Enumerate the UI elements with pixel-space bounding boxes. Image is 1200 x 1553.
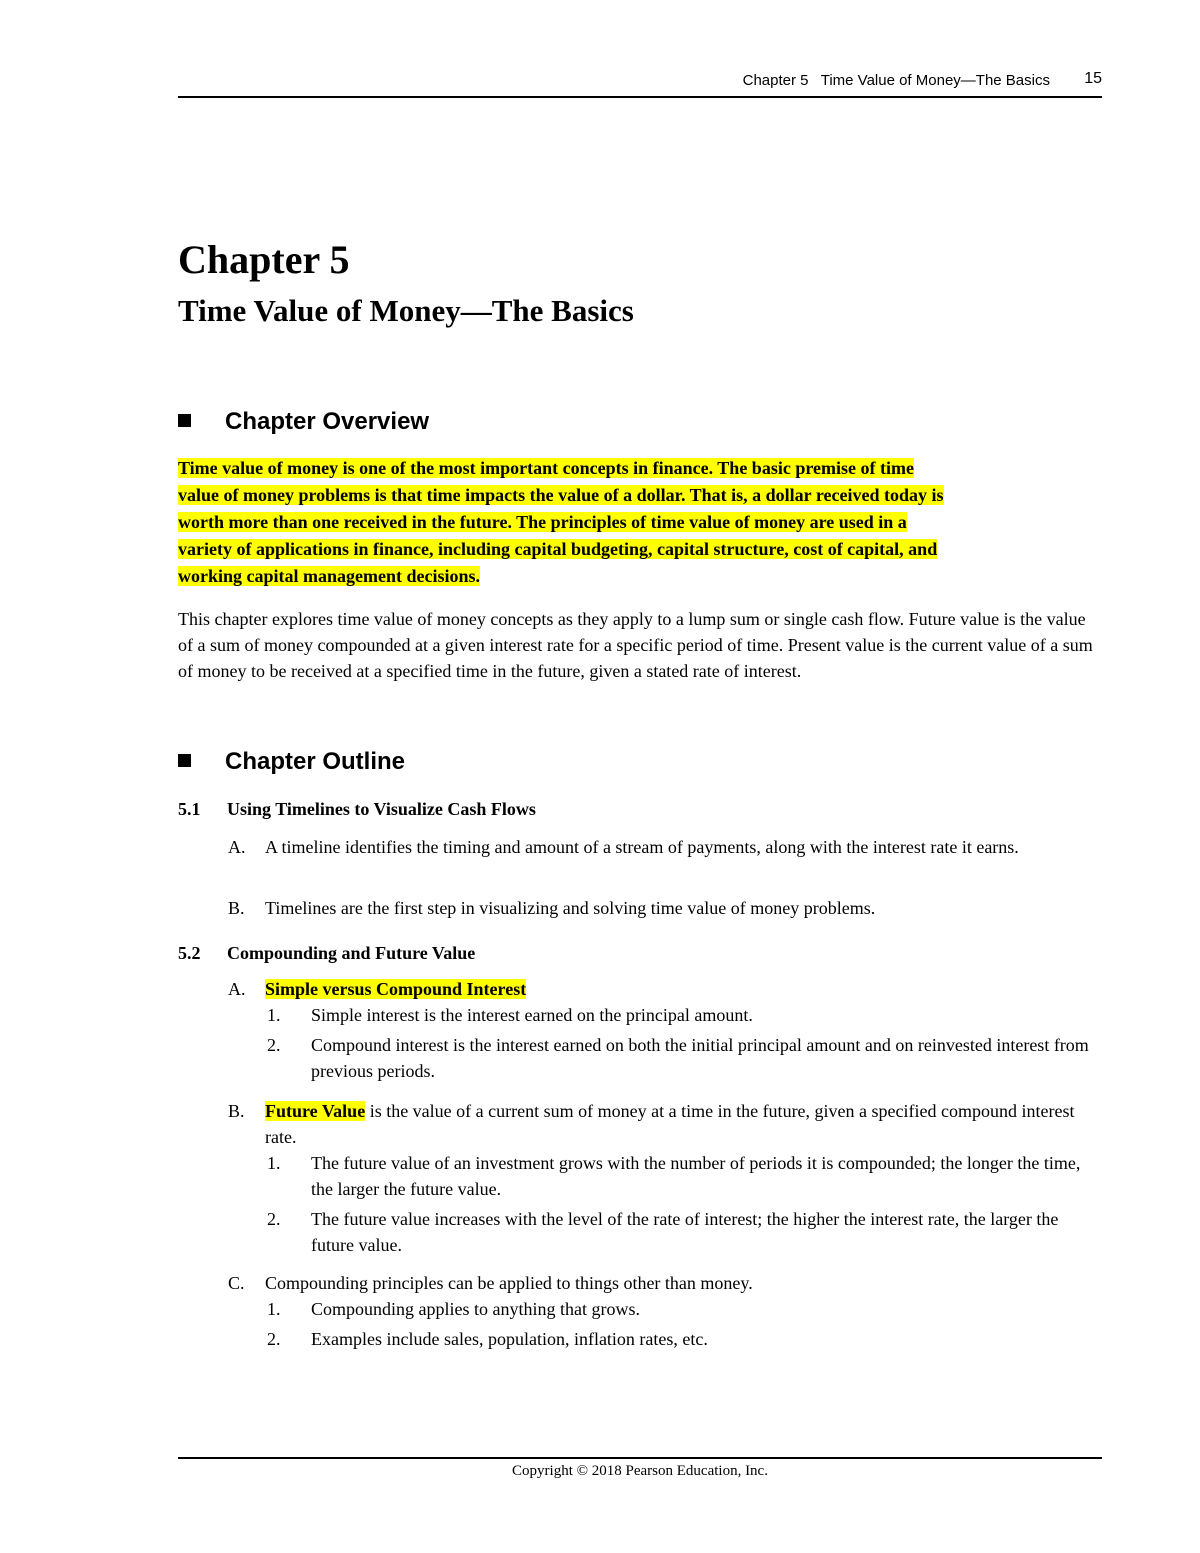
subitem-text: Compounding applies to anything that grows.: [311, 1299, 640, 1319]
running-title: Chapter 5 Time Value of Money—The Basics: [742, 72, 1050, 89]
highlight-line: working capital management decisions.: [178, 566, 481, 586]
outline-item: [228, 976, 1098, 1002]
page-header: [178, 70, 1102, 98]
highlight-line: variety of applications in finance, including capital budgeting, capital structure, cost of capital, and: [178, 539, 938, 559]
section-number: 5.2: [178, 943, 201, 963]
subitem-number: 2.: [267, 1209, 281, 1229]
section-title: Compounding and Future Value: [227, 943, 476, 963]
section-number: 5.1: [178, 799, 201, 819]
subitem-number: 2.: [267, 1329, 281, 1349]
outline-subitem: [267, 1326, 1097, 1352]
subitem-text: The future value increases with the level of the rate of interest; the higher the interest rate, the larger the future value.: [311, 1209, 1059, 1255]
outline-subitem: [267, 1150, 1097, 1202]
item-text: is the value of a current sum of money at a time in the future, given a specified compound interest rate.: [265, 1101, 1075, 1147]
footer-rule: [178, 1457, 1102, 1459]
item-letter: A.: [228, 979, 246, 999]
outline-heading: [178, 750, 405, 774]
section-5-2-heading: [178, 944, 475, 962]
overview-heading-text: Chapter Overview: [225, 408, 430, 435]
subitem-number: 1.: [267, 1299, 281, 1319]
outline-item: [228, 834, 1098, 860]
item-letter: B.: [228, 1101, 245, 1121]
outline-subitem: [267, 1032, 1097, 1084]
subitem-text: Compound interest is the interest earned on both the initial principal amount and on reinvested interest from previous periods.: [311, 1035, 1089, 1081]
subitem-text: The future value of an investment grows with the number of periods it is compounded; the longer the time, the larger the future value.: [311, 1153, 1081, 1199]
highlighted-term: Future Value: [265, 1101, 366, 1121]
item-letter: B.: [228, 898, 245, 918]
page-number: 15: [1084, 70, 1102, 87]
item-text: A timeline identifies the timing and amount of a stream of payments, along with the interest rate it earns.: [265, 837, 1019, 857]
subitem-text: Examples include sales, population, inflation rates, etc.: [311, 1329, 708, 1349]
outline-subitem: [267, 1002, 1097, 1028]
overview-highlighted-paragraph: [178, 455, 1098, 590]
item-text-wrap: [265, 976, 1098, 1002]
item-letter: A.: [228, 837, 246, 857]
highlight-line: worth more than one received in the future. The principles of time value of money are used in a: [178, 512, 907, 532]
highlight-line: Time value of money is one of the most important concepts in finance. The basic premise of time: [178, 458, 914, 478]
highlighted-term: Simple versus Compound Interest: [265, 979, 527, 999]
subitem-number: 2.: [267, 1035, 281, 1055]
subitem-number: 1.: [267, 1005, 281, 1025]
highlight-line: value of money problems is that time impacts the value of a dollar. That is, a dollar received today is: [178, 485, 944, 505]
chapter-title: Time Value of Money—The Basics: [178, 293, 634, 328]
item-text-wrap: [265, 1098, 1098, 1150]
overview-heading: [178, 410, 429, 434]
item-letter: C.: [228, 1273, 245, 1293]
square-bullet-icon: [178, 414, 191, 427]
overview-body: This chapter explores time value of money concepts as they apply to a lump sum or single cash flow. Future value is the value of a sum of money compounded at a given interest rate for a specific period of time. Present value is the current value of a sum of money to be received at a specified time in the future, given a stated rate of interest.: [178, 609, 1093, 681]
outline-subitem: [267, 1206, 1097, 1258]
copyright-notice: Copyright © 2018 Pearson Education, Inc.: [512, 1463, 768, 1479]
outline-subitem: [267, 1296, 1097, 1322]
outline-item: [228, 895, 1098, 921]
item-text: Compounding principles can be applied to things other than money.: [265, 1273, 753, 1293]
section-title: Using Timelines to Visualize Cash Flows: [227, 799, 536, 819]
subitem-number: 1.: [267, 1153, 281, 1173]
item-text: Timelines are the first step in visualizing and solving time value of money problems.: [265, 898, 876, 918]
subitem-text: Simple interest is the interest earned on the principal amount.: [311, 1005, 753, 1025]
section-5-1-heading: [178, 800, 536, 818]
square-bullet-icon: [178, 754, 191, 767]
chapter-number: Chapter 5: [178, 237, 350, 282]
outline-item: [228, 1270, 1098, 1296]
outline-item: [228, 1098, 1098, 1150]
outline-heading-text: Chapter Outline: [225, 748, 406, 775]
